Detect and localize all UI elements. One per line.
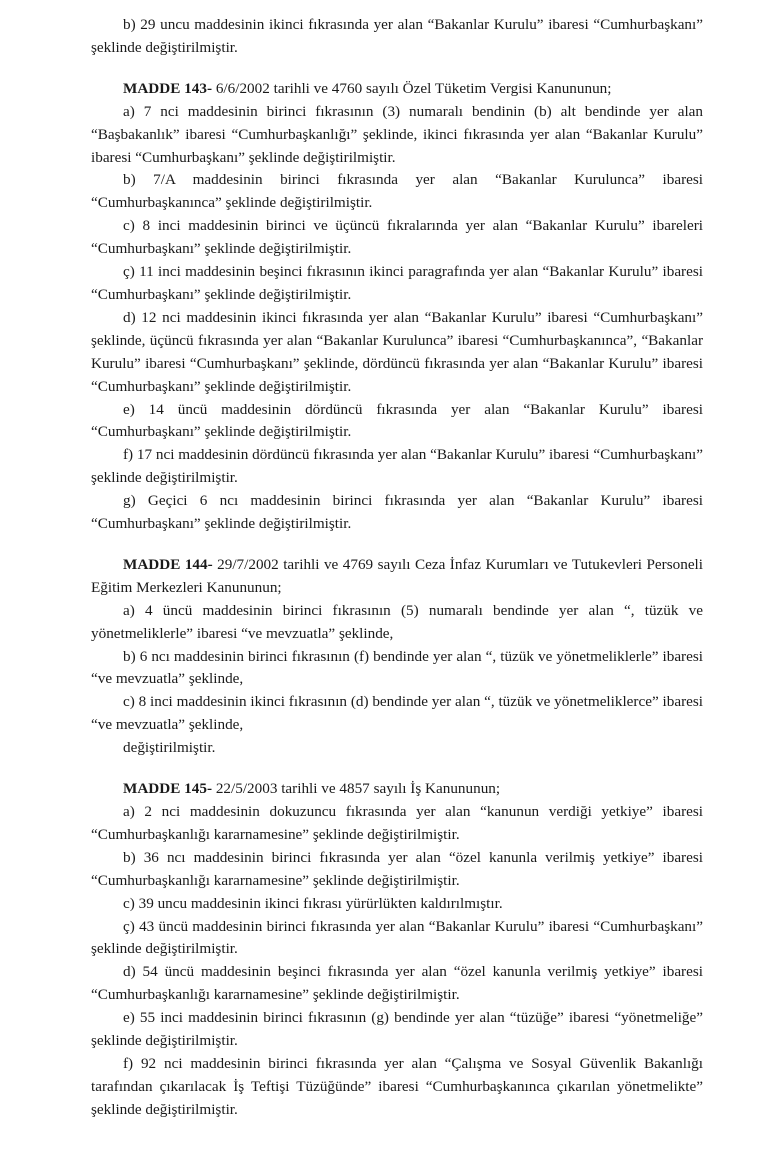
madde-144-lead: 29/7/2002 tarihli ve 4769 sayılı Ceza İnfaz Kurumları ve Tutukevleri Personeli Eğitim Merkezleri Kanununun; (91, 555, 704, 596)
section-gap (91, 760, 703, 778)
madde-144-item-b: b) 6 ncı maddesinin birinci fıkrasının (f) bendinde yer alan “, tüzük ve yönetmeliklerle” ibaresi “ve mevzuatla” şeklinde, (91, 647, 703, 688)
section-gap (91, 536, 703, 554)
document-body (91, 14, 703, 1122)
madde-145-heading (91, 778, 703, 801)
madde-143-item-e: e) 14 üncü maddesinin dördüncü fıkrasında yer alan “Bakanlar Kurulu” ibaresi “Cumhurbaşkanı” şeklinde değiştirilmiştir. (91, 400, 703, 441)
paragraph-intro-b: b) 29 uncu maddesinin ikinci fıkrasında yer alan “Bakanlar Kurulu” ibaresi “Cumhurbaşkanı” şeklinde değiştirilmiştir. (91, 16, 703, 56)
madde-145-item-b: b) 36 ncı maddesinin birinci fıkrasında yer alan “özel kanunla verilmiş yetkiye” ibaresi “Cumhurbaşkanlığı kararnamesine” şeklinde değiştirilmiştir. (91, 848, 703, 889)
madde-144-title: MADDE 144- (123, 555, 213, 573)
madde-143-lead: 6/6/2002 tarihli ve 4760 sayılı Özel Tüketim Vergisi Kanununun; (212, 79, 612, 97)
madde-145 (91, 778, 703, 1122)
madde-145-item-f: f) 92 nci maddesinin birinci fıkrasında yer alan “Çalışma ve Sosyal Güvenlik Bakanlığı tarafından çıkarılacak İş Teftişi Tüzüğünde” ibaresi “Cumhurbaşkanınca çıkarılan yönetmelikte” şeklinde değiştirilmiştir. (91, 1054, 703, 1118)
madde-143-item-g: g) Geçici 6 ncı maddesinin birinci fıkrasında yer alan “Bakanlar Kurulu” ibaresi “Cumhurbaşkanı” şeklinde değiştirilmiştir. (91, 492, 703, 533)
madde-143-item-a: a) 7 nci maddesinin birinci fıkrasının (3) numaralı bendinin (b) alt bendinde yer alan “Başbakanlık” ibaresi “Cumhurbaşkanlığı” şeklinde, ikinci fıkrasında yer alan “Bakanlar Kurulu” ibaresi “Cumhurbaşkanı” şeklinde değiştirilmiştir. (91, 102, 703, 166)
madde-143-heading (91, 78, 703, 101)
madde-144-item-a: a) 4 üncü maddesinin birinci fıkrasının (5) numaralı bendinde yer alan “, tüzük ve yönetmeliklerle” ibaresi “ve mevzuatla” şeklinde, (91, 601, 703, 642)
madde-143-item-b: b) 7/A maddesinin birinci fıkrasında yer alan “Bakanlar Kurulunca” ibaresi “Cumhurbaşkanınca” şeklinde değiştirilmiştir. (91, 171, 703, 212)
madde-145-title: MADDE 145- (123, 780, 213, 798)
madde-144 (91, 554, 703, 760)
madde-143-title: MADDE 143- (123, 79, 213, 97)
madde-145-item-c: c) 39 uncu maddesinin ikinci fıkrası yürürlükten kaldırılmıştır. (123, 894, 503, 912)
madde-144-item-c: c) 8 inci maddesinin ikinci fıkrasının (d) bendinde yer alan “, tüzük ve yönetmeliklerce” ibaresi “ve mevzuatla” şeklinde, (91, 693, 703, 734)
madde-143 (91, 78, 703, 536)
madde-145-item-d: d) 54 üncü maddesinin beşinci fıkrasında yer alan “özel kanunla verilmiş yetkiye” ibaresi “Cumhurbaşkanlığı kararnamesine” şeklinde değiştirilmiştir. (91, 963, 703, 1004)
madde-143-item-d: d) 12 nci maddesinin ikinci fıkrasında yer alan “Bakanlar Kurulu” ibaresi “Cumhurbaşkanı” şeklinde, üçüncü fıkrasında yer alan “Bakanlar Kurulunca” ibaresi “Cumhurbaşkanınca”, “Bakanlar Kurulu” ibaresi “Cumhurbaşkanı” şeklinde, dördüncü fıkrasında yer alan “Bakanlar Kurulu” ibaresi “Cumhurbaşkanı” şeklinde değiştirilmiştir. (91, 308, 703, 395)
madde-144-heading (91, 554, 703, 600)
madde-143-item-f: f) 17 nci maddesinin dördüncü fıkrasında yer alan “Bakanlar Kurulu” ibaresi “Cumhurbaşkanı” şeklinde değiştirilmiştir. (91, 446, 703, 487)
madde-144-closing: değiştirilmiştir. (123, 739, 216, 757)
madde-145-item-cc: ç) 43 üncü maddesinin birinci fıkrasında yer alan “Bakanlar Kurulu” ibaresi “Cumhurbaşkanı” şeklinde değiştirilmiştir. (91, 917, 703, 958)
madde-145-item-e: e) 55 inci maddesinin birinci fıkrasının (g) bendinde yer alan “tüzüğe” ibaresi “yönetmeliğe” şeklinde değiştirilmiştir. (91, 1009, 703, 1050)
madde-145-lead: 22/5/2003 tarihli ve 4857 sayılı İş Kanununun; (212, 780, 501, 798)
section-gap (91, 60, 703, 78)
madde-145-item-a: a) 2 nci maddesinin dokuzuncu fıkrasında yer alan “kanunun verdiği yetkiye” ibaresi “Cumhurbaşkanlığı kararnamesine” şeklinde değiştirilmiştir. (91, 803, 703, 843)
madde-143-item-cc: ç) 11 inci maddesinin beşinci fıkrasının ikinci paragrafında yer alan “Bakanlar Kurulu” ibaresi “Cumhurbaşkanı” şeklinde değiştirilmiştir. (91, 263, 703, 303)
madde-143-item-c: c) 8 inci maddesinin birinci ve üçüncü fıkralarında yer alan “Bakanlar Kurulu” ibareleri “Cumhurbaşkanı” şeklinde değiştirilmiştir. (91, 217, 703, 258)
